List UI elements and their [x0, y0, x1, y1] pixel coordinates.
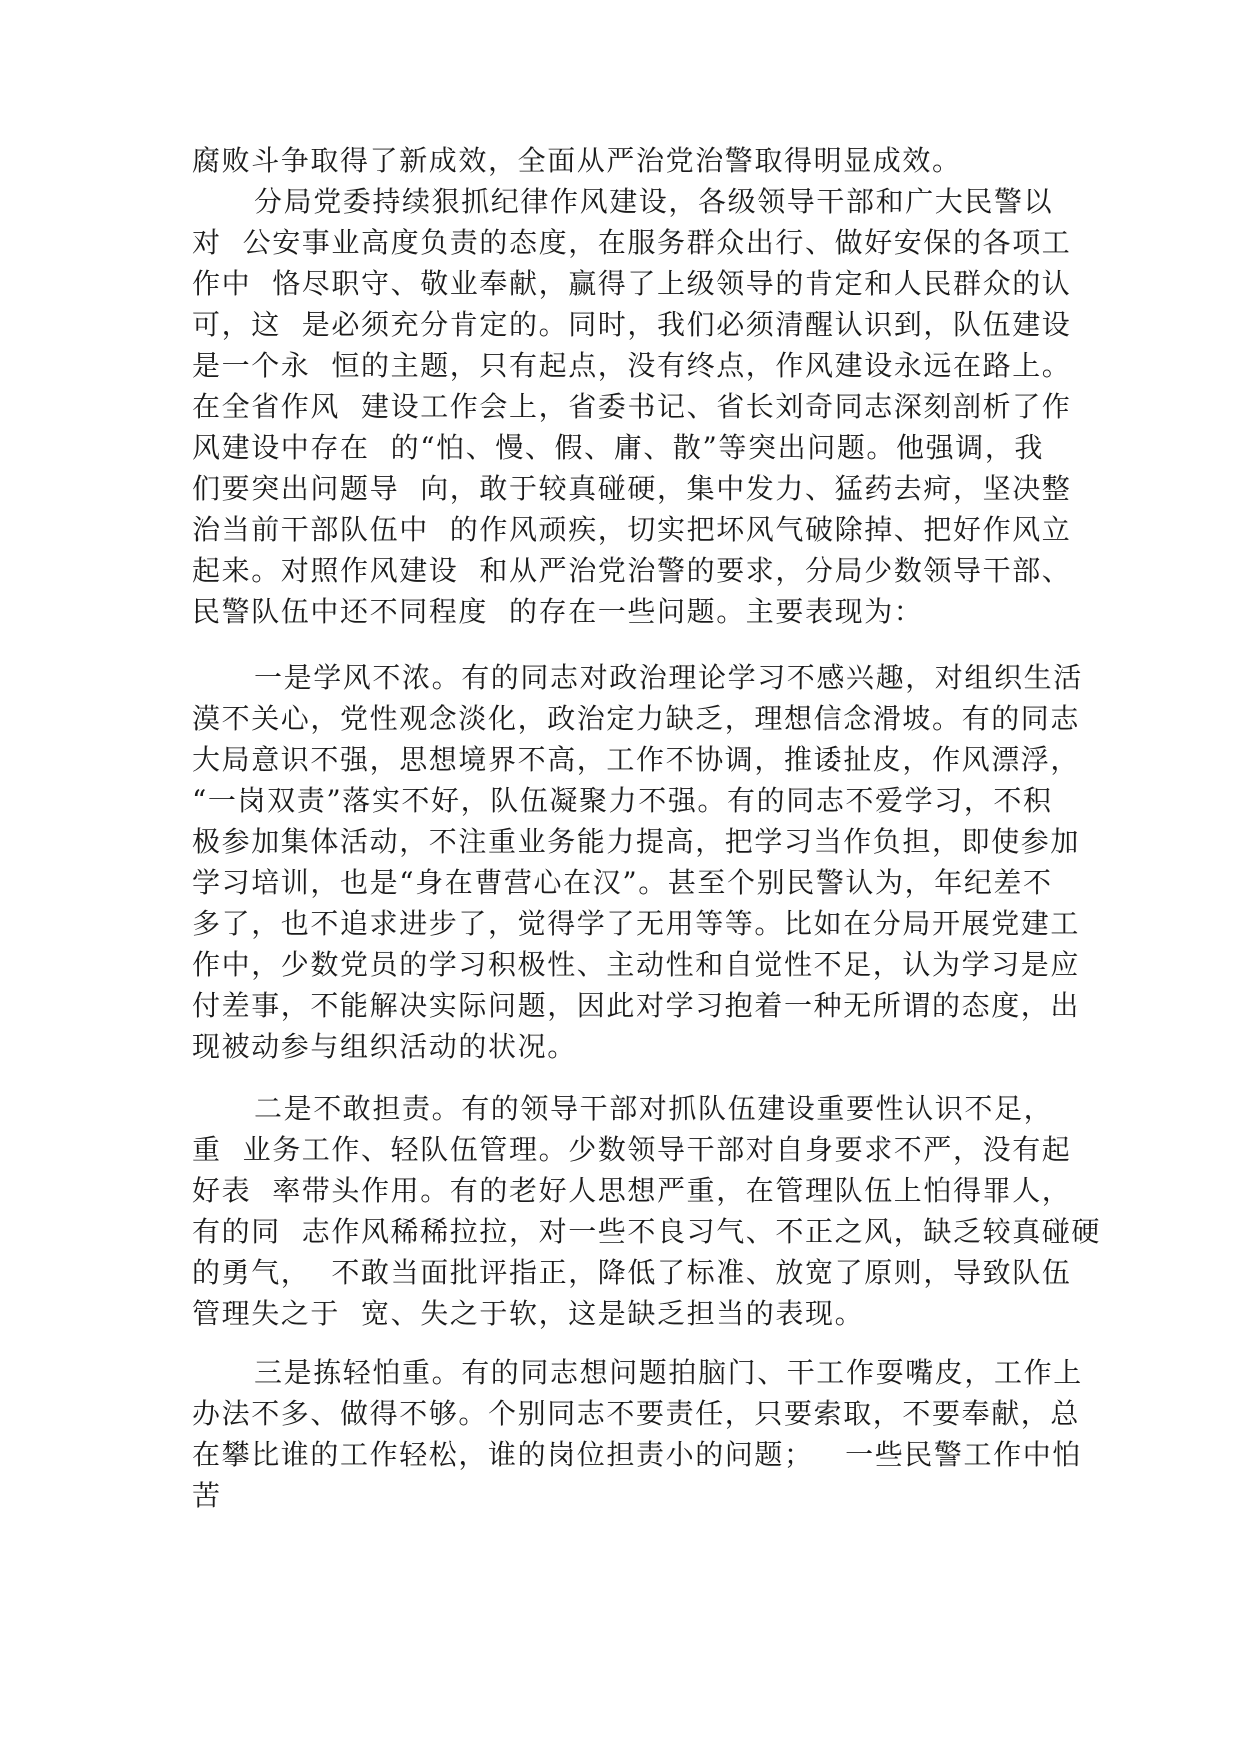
text-line: 三是拣轻怕重。有的同志想问题拍脑门、干工作耍嘴皮，工作上 [254, 1356, 1083, 1389]
text-line: 管理失之于 宽、失之于软，这是缺乏担当的表现。 [192, 1297, 865, 1330]
text-line: 大局意识不强，思想境界不高，工作不协调，推诿扯皮，作风漂浮， [192, 743, 1081, 776]
text-line: 付差事，不能解决实际问题，因此对学习抱着一种无所谓的态度，出 [192, 989, 1081, 1022]
text-line: 分局党委持续狠抓纪律作风建设，各级领导干部和广大民警以 [254, 185, 1054, 218]
text-line: 民警队伍中还不同程度 的存在一些问题。主要表现为： [192, 595, 924, 628]
text-line: 二是不敢担责。有的领导干部对抓队伍建设重要性认识不足， [254, 1092, 1054, 1125]
text-line: 一是学风不浓。有的同志对政治理论学习不感兴趣，对组织生活 [254, 661, 1083, 694]
text-line: 在攀比谁的工作轻松，谁的岗位担责小的问题； 一些民警工作中怕 [192, 1438, 1082, 1471]
text-line: 们要突出问题导 向，敢于较真碰硬，集中发力、猛药去疴，坚决整 [192, 472, 1072, 505]
text-line: 现被动参与组织活动的状况。 [192, 1030, 577, 1063]
paragraph-continuation [192, 140, 1050, 181]
text-line: 苦 [192, 1479, 222, 1512]
paragraph-study-style [192, 657, 1083, 1067]
text-line: 是一个永 恒的主题，只有起点，没有终点，作风建设永远在路上。 [192, 349, 1072, 382]
text-line: 作中，少数党员的学习积极性、主动性和自觉性不足，认为学习是应 [192, 948, 1081, 981]
text-line: 可，这 是必须充分肯定的。同时，我们必须清醒认识到，队伍建设 [192, 308, 1072, 341]
text-line: 对 公安事业高度负责的态度，在服务群众出行、做好安保的各项工 [192, 226, 1072, 259]
text-line: 治当前干部队伍中 的作风顽疾，切实把坏风气破除掉、把好作风立 [192, 513, 1072, 546]
text-line: 风建设中存在 的“怕、慢、假、庸、散”等突出问题。他强调，我 [192, 431, 1045, 464]
text-line: 极参加集体活动，不注重业务能力提高，把学习当作负担，即使参加 [192, 825, 1081, 858]
text-line: 办法不多、做得不够。个别同志不要责任，只要索取，不要奉献，总 [192, 1397, 1081, 1430]
text-line: 有的同 志作风稀稀拉拉，对一些不良习气、不正之风，缺乏较真碰硬 [192, 1215, 1102, 1248]
text-line: 重 业务工作、轻队伍管理。少数领导干部对自身要求不严，没有起 [192, 1133, 1072, 1166]
paragraph-work-style [192, 181, 1072, 632]
text-line: “一岗双责”落实不好，队伍凝聚力不强。有的同志不爱学习，不积 [192, 784, 1053, 817]
paragraph-responsibility [192, 1088, 1102, 1334]
text-line: 多了，也不追求进步了，觉得学了无用等等。比如在分局开展党建工 [192, 907, 1081, 940]
text-line: 起来。对照作风建设 和从严治党治警的要求，分局少数领导干部、 [192, 554, 1072, 587]
text-line: 作中 恪尽职守、敬业奉献，赢得了上级领导的肯定和人民群众的认 [192, 267, 1072, 300]
text-line: 好表 率带头作用。有的老好人思想严重，在管理队伍上怕得罪人， [192, 1174, 1072, 1207]
text-line: 的勇气， 不敢当面批评指正，降低了标准、放宽了原则，导致队伍 [192, 1256, 1072, 1289]
text-line: 漠不关心，党性观念淡化，政治定力缺乏，理想信念滑坡。有的同志 [192, 702, 1081, 735]
paragraph-avoiding-hard-work [192, 1352, 1083, 1516]
text-line: 在全省作风 建设工作会上，省委书记、省长刘奇同志深刻剖析了作 [192, 390, 1072, 423]
text-line: 学习培训，也是“身在曹营心在汉”。甚至个别民警认为，年纪差不 [192, 866, 1053, 899]
text-line: 腐败斗争取得了新成效，全面从严治党治警取得明显成效。 [192, 144, 962, 177]
